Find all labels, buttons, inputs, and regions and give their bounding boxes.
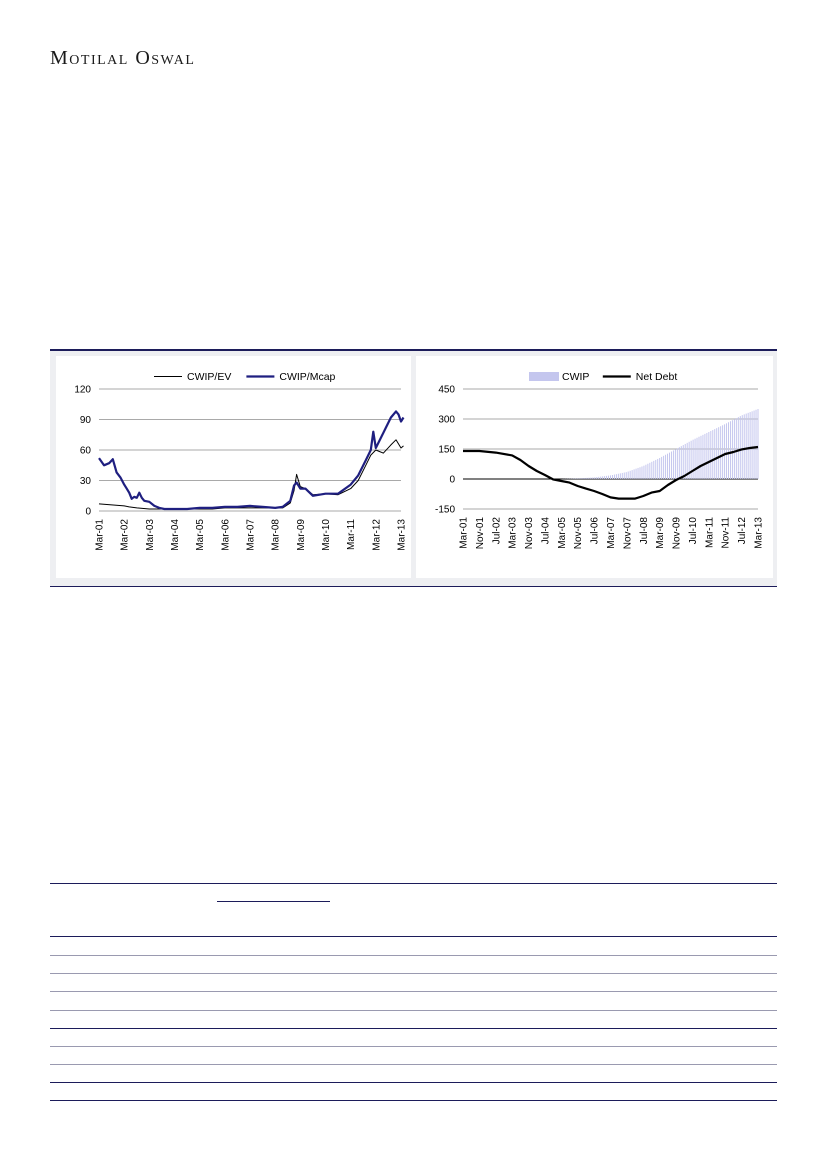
x-tick-label: Mar-11 — [346, 519, 358, 550]
legend-label: Net Debt — [635, 371, 678, 383]
legend-swatch — [529, 372, 559, 381]
y-tick-label: 30 — [79, 476, 91, 487]
chart-cwip-net-debt-svg — [416, 356, 773, 578]
table-row-rule — [50, 1082, 777, 1083]
y-tick-label: 0 — [85, 506, 91, 518]
x-tick-label: Jul-10 — [687, 517, 699, 545]
table-row-rule — [50, 955, 777, 956]
y-tick-label: 90 — [79, 415, 91, 426]
x-tick-label: Nov-09 — [671, 517, 683, 550]
series-net-debt-line — [463, 447, 758, 499]
series-cwip-area — [563, 409, 758, 479]
x-tick-label: Mar-11 — [704, 517, 716, 548]
x-tick-label: Nov-07 — [622, 517, 634, 550]
x-tick-label: Mar-13 — [396, 519, 408, 551]
x-tick-label: Mar-06 — [220, 519, 232, 551]
y-tick-label: 120 — [74, 384, 91, 396]
x-tick-label: Jul-08 — [638, 517, 650, 545]
table-top-rule — [50, 883, 777, 884]
brand-logo: Motilal Oswal — [50, 47, 196, 69]
x-tick-label: Mar-01 — [94, 519, 106, 551]
table-row-rule — [50, 973, 777, 974]
x-tick-label: Mar-05 — [195, 519, 207, 551]
y-tick-label: -150 — [434, 504, 455, 516]
x-tick-label: Nov-11 — [720, 517, 732, 549]
x-tick-label: Jul-06 — [589, 517, 601, 545]
x-tick-label: Nov-01 — [474, 517, 486, 550]
x-tick-label: Mar-08 — [270, 519, 282, 551]
x-tick-label: Mar-07 — [245, 519, 257, 551]
legend-label: CWIP/EV — [187, 371, 232, 383]
table-row-rule — [50, 1046, 777, 1047]
legend-label: CWIP/Mcap — [279, 371, 336, 383]
x-tick-label: Mar-02 — [119, 519, 131, 551]
table-row-rule — [50, 991, 777, 992]
x-tick-label: Mar-04 — [170, 519, 181, 551]
x-tick-label: Mar-10 — [321, 519, 332, 551]
series-cwip-mcap-line — [99, 411, 404, 509]
chart-cwip-ratios — [56, 356, 411, 578]
table-group-underline — [217, 901, 330, 902]
legend-label: CWIP — [562, 371, 590, 383]
y-tick-label: 450 — [438, 384, 455, 396]
chart-cwip-ratios-svg — [56, 356, 411, 578]
y-tick-label: 150 — [438, 444, 455, 456]
y-tick-label: 60 — [79, 445, 91, 457]
x-tick-label: Mar-01 — [458, 517, 470, 549]
table-row-rule — [50, 1028, 777, 1029]
y-tick-label: 300 — [438, 414, 455, 426]
x-tick-label: Jul-04 — [540, 517, 552, 545]
table-row-rule — [50, 1064, 777, 1065]
x-tick-label: Mar-12 — [371, 519, 383, 551]
x-tick-label: Mar-13 — [753, 517, 765, 549]
table-bottom-rule — [50, 1100, 777, 1101]
x-tick-label: Nov-05 — [573, 517, 585, 550]
x-tick-label: Jul-12 — [737, 517, 749, 545]
x-tick-label: Mar-09 — [655, 517, 667, 549]
x-tick-label: Mar-09 — [295, 519, 307, 551]
panel-bottom-rule — [50, 586, 777, 587]
x-tick-label: Jul-02 — [491, 517, 503, 545]
x-tick-label: Nov-03 — [524, 517, 536, 550]
x-tick-label: Mar-03 — [507, 517, 519, 549]
chart-cwip-net-debt — [416, 356, 773, 578]
x-tick-label: Mar-05 — [556, 517, 568, 549]
table-header-rule — [50, 936, 777, 937]
table-row-rule — [50, 1010, 777, 1011]
y-tick-label: 0 — [449, 474, 455, 486]
x-tick-label: Mar-07 — [606, 517, 617, 549]
x-tick-label: Mar-03 — [144, 519, 156, 551]
